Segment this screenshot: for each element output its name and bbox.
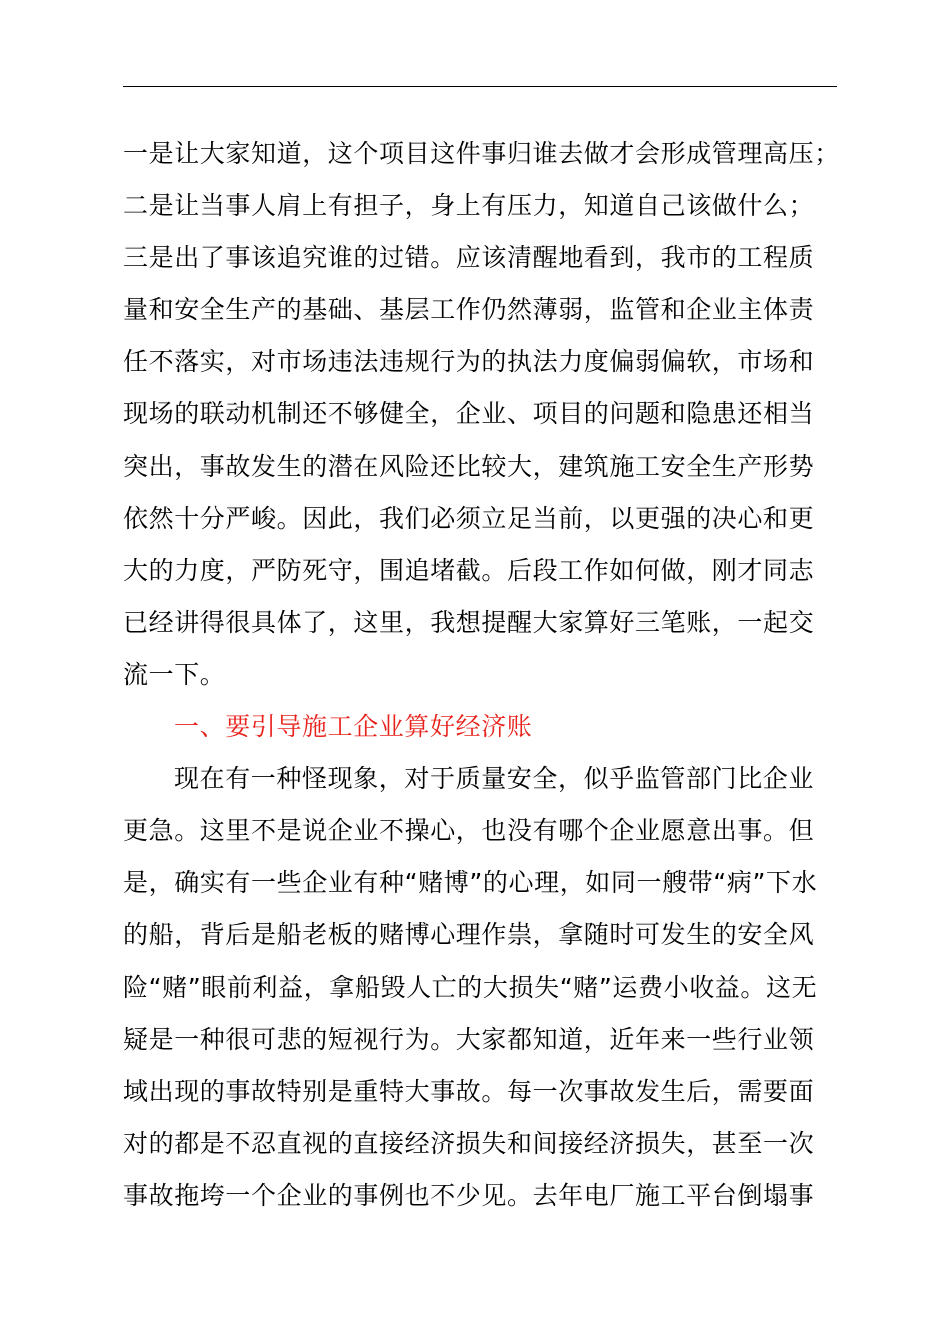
body-line: 流一下。: [123, 659, 226, 689]
body-line: 量和安全生产的基础、基层工作仍然薄弱，监管和企业主体责: [123, 295, 815, 325]
body-line: 依然十分严峻。因此，我们必须立足当前，以更强的决心和更: [123, 503, 815, 533]
section-line: 的船，背后是船老板的赌博心理作祟，拿随时可发生的安全风: [123, 920, 815, 950]
body-line: 已经讲得很具体了，这里，我想提醒大家算好三笔账，一起交: [123, 607, 815, 637]
section-line: 险“赌”眼前利益，拿船毁人亡的大损失“赌”运费小收益。这无: [123, 972, 818, 1002]
section-line: 对的都是不忍直视的直接经济损失和间接经济损失，甚至一次: [123, 1128, 815, 1158]
section-heading: 一、要引导施工企业算好经济账: [174, 712, 533, 742]
body-line: 任不落实，对市场违法违规行为的执法力度偏弱偏软，市场和: [123, 347, 815, 377]
section-line: 域出现的事故特别是重特大事故。每一次事故发生后，需要面: [123, 1076, 815, 1106]
section-line: 疑是一种很可悲的短视行为。大家都知道，近年来一些行业领: [123, 1024, 815, 1054]
body-line: 突出，事故发生的潜在风险还比较大，建筑施工安全生产形势: [123, 451, 815, 481]
body-line: 大的力度，严防死守，围追堵截。后段工作如何做，刚才同志: [123, 555, 815, 585]
header-rule: [123, 86, 837, 87]
section-line: 现在有一种怪现象，对于质量安全，似乎监管部门比企业: [174, 764, 815, 794]
section-line: 更急。这里不是说企业不操心，也没有哪个企业愿意出事。但: [123, 816, 815, 846]
section-line: 是，确实有一些企业有种“赌博”的心理，如同一艘带“病”下水: [123, 868, 818, 898]
document-body: [123, 128, 863, 1222]
body-line: 一是让大家知道，这个项目这件事归谁去做才会形成管理高压；: [123, 139, 840, 168]
body-line: 现场的联动机制还不够健全，企业、项目的问题和隐患还相当: [123, 399, 815, 429]
body-line: 二是让当事人肩上有担子，身上有压力，知道自己该做什么；: [123, 191, 815, 221]
section-line: 事故拖垮一个企业的事例也不少见。去年电厂施工平台倒塌事: [123, 1180, 815, 1210]
body-line: 三是出了事该追究谁的过错。应该清醒地看到，我市的工程质: [123, 243, 815, 273]
